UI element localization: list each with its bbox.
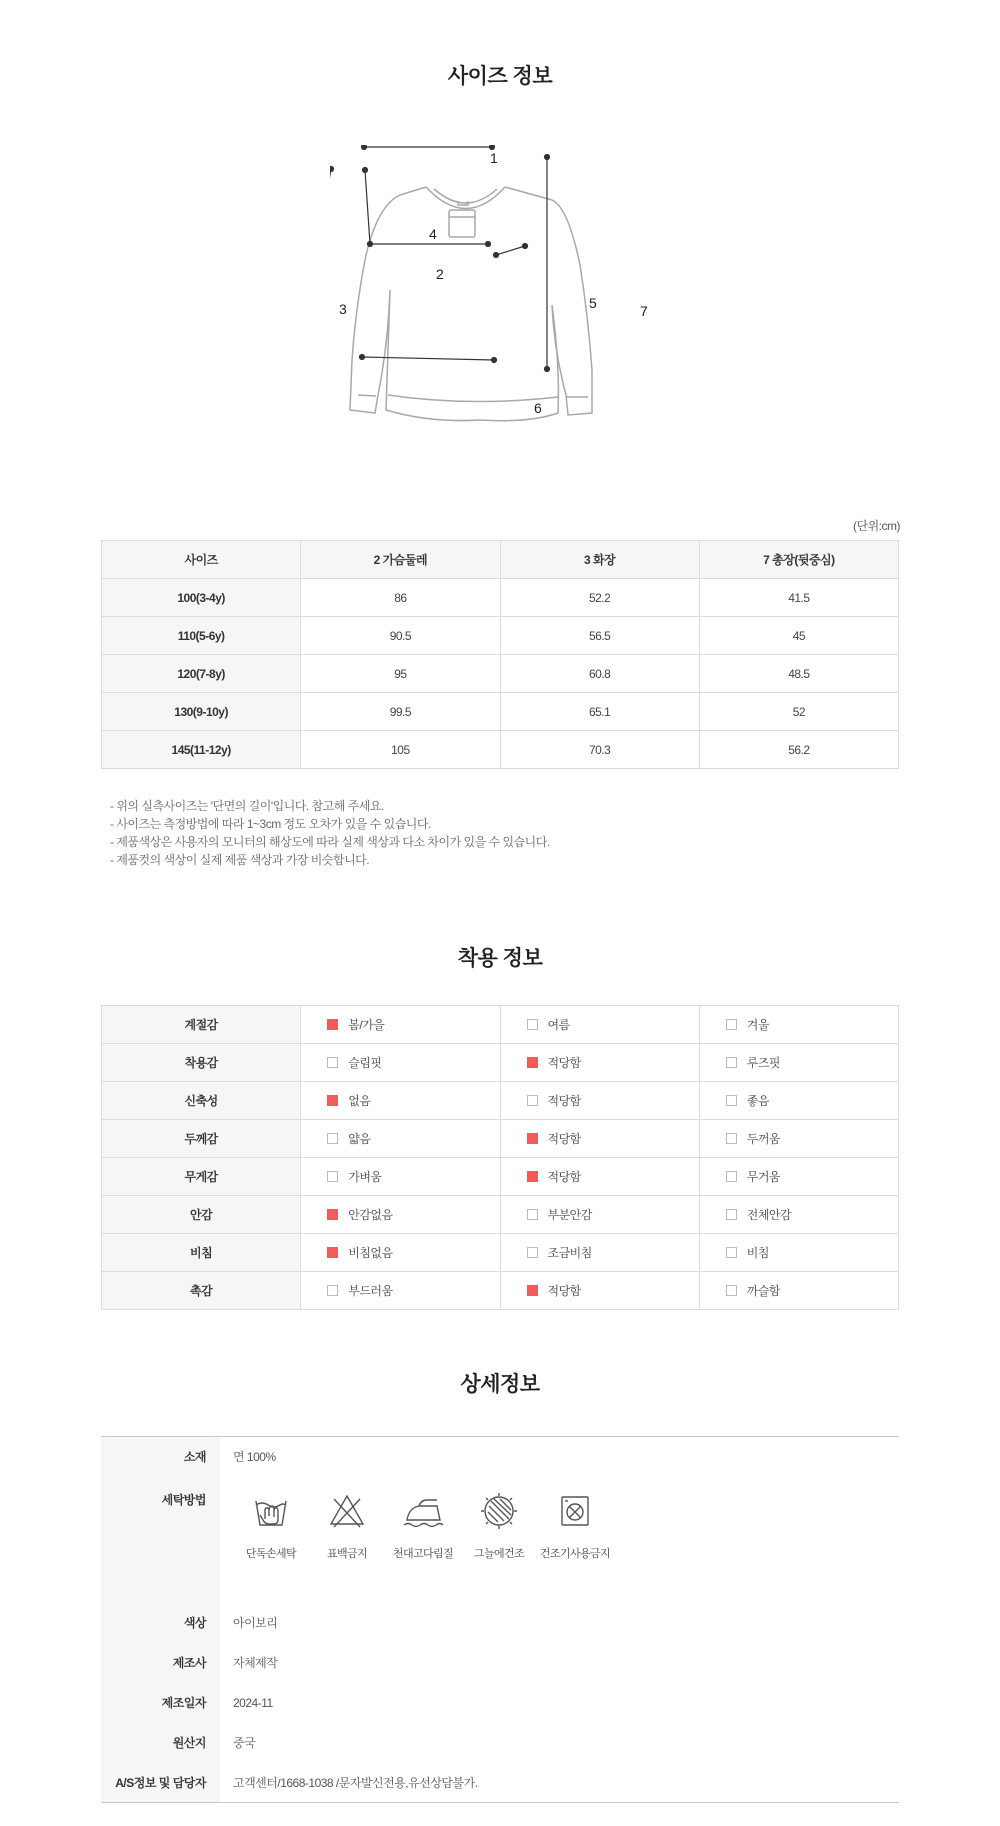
fit-option-text: 전체안감: [746, 1208, 792, 1222]
size-value-cell: 56.2: [699, 731, 898, 769]
fit-option-text: 얇음: [348, 1132, 371, 1146]
unchecked-box-icon: [726, 1095, 737, 1106]
size-value-cell: 56.5: [500, 617, 699, 655]
as-value: 고객센터/1668-1038 /문자발신전용,유선상담불가.: [233, 1775, 478, 1790]
wash-text: 천대고다림질: [392, 1547, 454, 1560]
fit-row: [102, 1120, 899, 1158]
wash-label: 세탁방법: [101, 1477, 220, 1603]
unchecked-box-icon: [527, 1019, 538, 1030]
size-table-header: [102, 541, 899, 579]
as-label: A/S정보 및 담당자: [101, 1763, 220, 1803]
size-notes: [110, 797, 910, 869]
detail-row-origin: [101, 1723, 899, 1763]
diagram-label-7: 7: [640, 303, 648, 319]
shade-dry-icon: [479, 1491, 519, 1531]
fit-option-text: 겨울: [746, 1018, 769, 1032]
fit-row-label: 촉감: [102, 1272, 301, 1310]
fit-option-text: 무거움: [746, 1170, 781, 1184]
size-label-cell: 120(7-8y): [102, 655, 301, 693]
fit-option: [301, 1158, 500, 1196]
size-info-title: 사이즈 정보: [447, 65, 553, 88]
fit-option-text: 좋음: [746, 1094, 769, 1108]
checked-box-icon: [327, 1209, 338, 1220]
note-line: - 제품컷의 색상이 실제 제품 색상과 가장 비슷합니다.: [110, 853, 370, 867]
fit-option-text: 슬림핏: [348, 1056, 382, 1070]
fit-option-text: 여름: [547, 1018, 570, 1032]
diagram-label-6: 6: [534, 400, 542, 416]
table-row: [102, 693, 899, 731]
size-value-cell: 70.3: [500, 731, 699, 769]
fit-row-label: 착용감: [102, 1044, 301, 1082]
size-value-cell: 90.5: [301, 617, 500, 655]
table-row: [102, 655, 899, 693]
fit-option: [500, 1044, 699, 1082]
fit-option-text: 조금비침: [547, 1246, 592, 1260]
date-label: 제조일자: [101, 1683, 220, 1723]
table-row: [102, 617, 899, 655]
fit-option-text: 적당함: [547, 1170, 581, 1184]
fit-option-text: 안감없음: [348, 1208, 393, 1222]
fit-info-title: 착용 정보: [457, 947, 543, 970]
fit-option: [699, 1044, 898, 1082]
size-header-cell: 사이즈: [102, 541, 301, 579]
maker-value: 자체제작: [233, 1656, 278, 1670]
detail-row-material: [101, 1437, 899, 1477]
origin-value: 중국: [233, 1736, 256, 1750]
unchecked-box-icon: [726, 1247, 737, 1258]
diagram-label-3: 3: [339, 301, 347, 317]
material-value: 면 100%: [233, 1450, 276, 1465]
fit-option: [500, 1272, 699, 1310]
wash-item: [537, 1491, 613, 1603]
fit-row: [102, 1044, 899, 1082]
unchecked-box-icon: [527, 1247, 538, 1258]
fit-row: [102, 1196, 899, 1234]
fit-option: [699, 1272, 898, 1310]
checked-box-icon: [327, 1019, 338, 1030]
origin-label: 원산지: [101, 1723, 220, 1763]
size-value-cell: 52: [699, 693, 898, 731]
fit-row: [102, 1234, 899, 1272]
fit-option-text: 적당함: [547, 1284, 581, 1298]
fit-option-text: 봄/가을: [348, 1018, 385, 1032]
size-header-cell: 2 가슴둘레: [301, 541, 500, 579]
fit-row-label: 무게감: [102, 1158, 301, 1196]
wash-text: 표백금지: [326, 1547, 368, 1560]
size-value-cell: 52.2: [500, 579, 699, 617]
size-label-cell: 110(5-6y): [102, 617, 301, 655]
fit-option-text: 두꺼움: [746, 1132, 781, 1146]
fit-option-text: 부분안감: [547, 1208, 592, 1222]
wash-text: 그늘에건조: [473, 1547, 525, 1560]
note-line: - 위의 실측사이즈는 '단면의 길이'입니다. 참고해 주세요.: [110, 799, 384, 813]
fit-option: [699, 1120, 898, 1158]
fit-row: [102, 1006, 899, 1044]
fit-option: [699, 1158, 898, 1196]
size-value-cell: 48.5: [699, 655, 898, 693]
unchecked-box-icon: [726, 1285, 737, 1296]
material-label: 소재: [101, 1437, 220, 1477]
unchecked-box-icon: [327, 1285, 338, 1296]
table-row: [102, 579, 899, 617]
fit-option: [699, 1082, 898, 1120]
size-header-cell: 3 화장: [500, 541, 699, 579]
unchecked-box-icon: [726, 1209, 737, 1220]
size-value-cell: 60.8: [500, 655, 699, 693]
fit-option: [500, 1082, 699, 1120]
size-value-cell: 45: [699, 617, 898, 655]
size-header-cell: 7 총장(뒷중심): [699, 541, 898, 579]
color-label: 색상: [101, 1603, 220, 1643]
wash-item: [309, 1491, 385, 1603]
unchecked-box-icon: [327, 1057, 338, 1068]
fit-option: [301, 1272, 500, 1310]
color-value: 아이보리: [233, 1616, 278, 1630]
fit-option: [500, 1006, 699, 1044]
wash-item: [461, 1491, 537, 1603]
hand-wash-icon: [251, 1491, 291, 1531]
unchecked-box-icon: [726, 1171, 737, 1182]
wash-icons: [233, 1477, 899, 1603]
size-label-cell: 145(11-12y): [102, 731, 301, 769]
unit-note: (단위:cm): [852, 519, 900, 533]
fit-option: [699, 1196, 898, 1234]
unchecked-box-icon: [327, 1133, 338, 1144]
detail-row-as: [101, 1763, 899, 1803]
wash-text: 건조기사용금지: [539, 1547, 611, 1560]
maker-label: 제조사: [101, 1643, 220, 1683]
fit-option: [301, 1120, 500, 1158]
date-value: 2024-11: [233, 1695, 273, 1710]
fit-option: [301, 1082, 500, 1120]
detail-table: [101, 1436, 899, 1803]
diagram-label-4: 4: [429, 226, 437, 242]
checked-box-icon: [527, 1171, 538, 1182]
size-value-cell: 95: [301, 655, 500, 693]
diagram-label-1: 1: [490, 150, 498, 166]
fit-row-label: 계절감: [102, 1006, 301, 1044]
unchecked-box-icon: [726, 1057, 737, 1068]
no-tumble-dry-icon: [555, 1491, 595, 1531]
fit-option: [301, 1044, 500, 1082]
fit-row: [102, 1272, 899, 1310]
detail-row-wash: [101, 1477, 899, 1603]
fit-option: [500, 1158, 699, 1196]
fit-row-label: 비침: [102, 1234, 301, 1272]
checked-box-icon: [527, 1285, 538, 1296]
wash-item: [233, 1491, 309, 1603]
size-value-cell: 65.1: [500, 693, 699, 731]
unchecked-box-icon: [527, 1095, 538, 1106]
iron-cloth-icon: [401, 1491, 445, 1531]
detail-info-title: 상세정보: [460, 1373, 540, 1396]
note-line: - 사이즈는 측정방법에 따라 1~3cm 정도 오차가 있을 수 있습니다.: [110, 817, 431, 831]
fit-option: [500, 1234, 699, 1272]
fit-option-text: 적당함: [547, 1132, 581, 1146]
unchecked-box-icon: [527, 1209, 538, 1220]
checked-box-icon: [527, 1133, 538, 1144]
checked-box-icon: [327, 1247, 338, 1258]
unchecked-box-icon: [327, 1171, 338, 1182]
diagram-label-2: 2: [436, 266, 444, 282]
fit-row: [102, 1082, 899, 1120]
size-value-cell: 41.5: [699, 579, 898, 617]
fit-row-label: 두께감: [102, 1120, 301, 1158]
fit-option: [500, 1120, 699, 1158]
fit-table: [101, 1005, 899, 1310]
size-table: [101, 540, 899, 769]
fit-option: [301, 1234, 500, 1272]
table-row: [102, 731, 899, 769]
size-value-cell: 105: [301, 731, 500, 769]
fit-option: [301, 1006, 500, 1044]
wash-text: 단독손세탁: [245, 1547, 297, 1560]
tshirt-outline-icon: [330, 145, 670, 445]
fit-option-text: 가벼움: [348, 1170, 382, 1184]
size-value-cell: 99.5: [301, 693, 500, 731]
fit-option: [500, 1196, 699, 1234]
fit-row-label: 안감: [102, 1196, 301, 1234]
diagram-label-5: 5: [589, 295, 597, 311]
fit-option-text: 비침없음: [348, 1246, 393, 1260]
fit-option-text: 부드러움: [348, 1284, 393, 1298]
fit-option-text: 적당함: [547, 1056, 581, 1070]
detail-row-color: [101, 1603, 899, 1643]
fit-row: [102, 1158, 899, 1196]
fit-option-text: 적당함: [547, 1094, 581, 1108]
fit-row-label: 신축성: [102, 1082, 301, 1120]
note-line: - 제품색상은 사용자의 모니터의 해상도에 따라 실제 색상과 다소 차이가 있을 수 있습니다.: [110, 835, 550, 849]
checked-box-icon: [327, 1095, 338, 1106]
fit-option-text: 까슬함: [746, 1284, 781, 1298]
size-label-cell: 130(9-10y): [102, 693, 301, 731]
size-label-cell: 100(3-4y): [102, 579, 301, 617]
unchecked-box-icon: [726, 1019, 737, 1030]
fit-option: [301, 1196, 500, 1234]
tshirt-measurement-diagram: [330, 145, 670, 445]
fit-option-text: 비침: [746, 1246, 769, 1260]
fit-option-text: 없음: [348, 1094, 371, 1108]
fit-option: [699, 1006, 898, 1044]
detail-row-date: [101, 1683, 899, 1723]
fit-option: [699, 1234, 898, 1272]
size-value-cell: 86: [301, 579, 500, 617]
unchecked-box-icon: [726, 1133, 737, 1144]
fit-option-text: 루즈핏: [746, 1056, 781, 1070]
detail-row-maker: [101, 1643, 899, 1683]
checked-box-icon: [527, 1057, 538, 1068]
no-bleach-icon: [327, 1491, 367, 1531]
wash-item: [385, 1491, 461, 1603]
